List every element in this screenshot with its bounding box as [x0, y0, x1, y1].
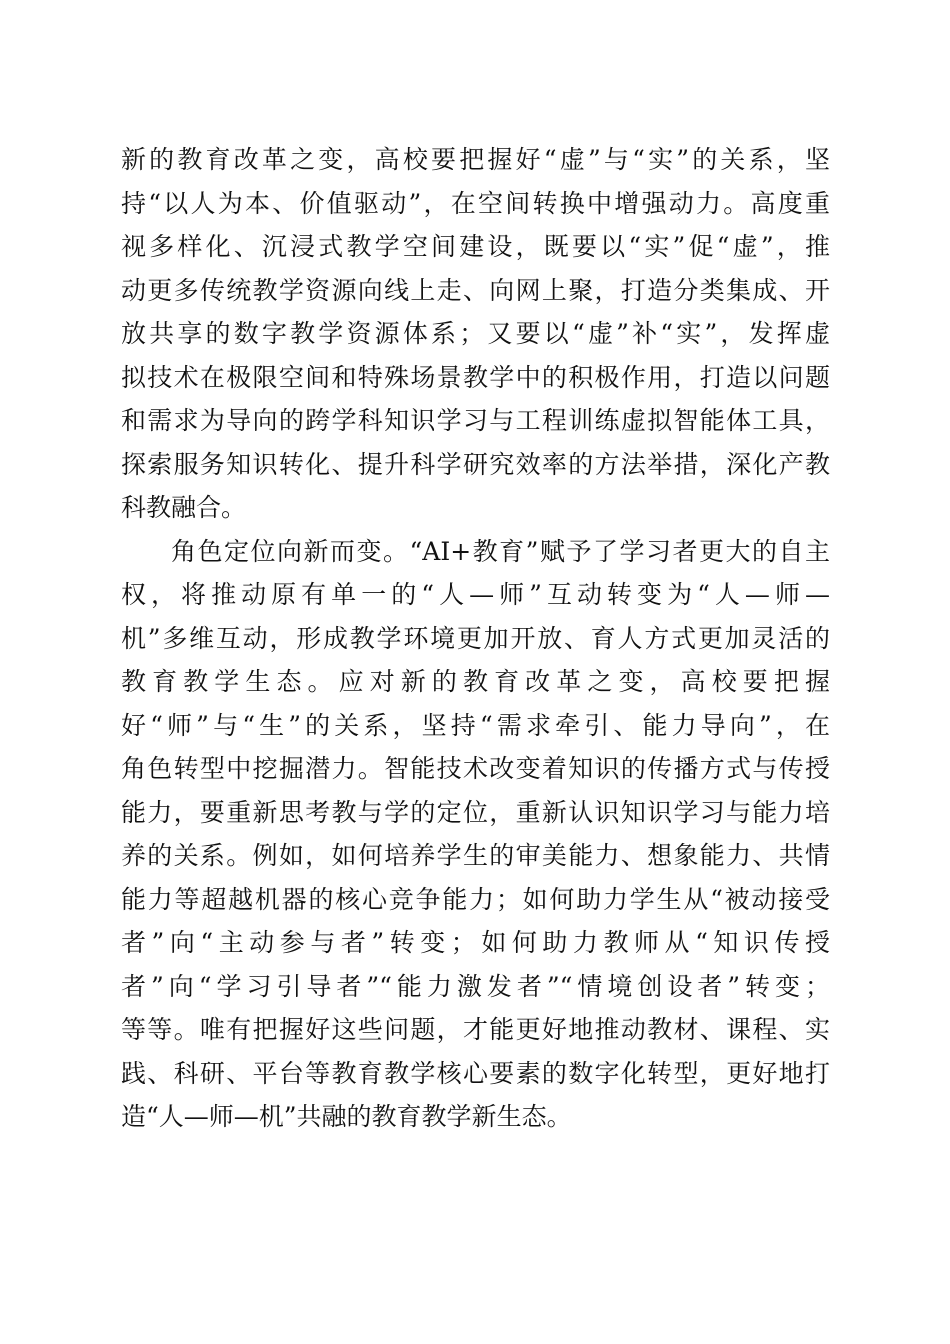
- paragraph-line: 角色转型中挖掘潜力。智能技术改变着知识的传播方式与传授: [121, 754, 830, 783]
- paragraph-line: 科教融合。: [121, 493, 247, 522]
- paragraph-line: 和需求为导向的跨学科知识学习与工程训练虚拟智能体工具，: [121, 406, 830, 435]
- paragraph-line: 持“以人为本、价值驱动”，在空间转换中增强动力。高度重: [121, 188, 830, 218]
- paragraph-2: [121, 530, 830, 1139]
- paragraph-line: 教育教学生态。应对新的教育改革之变，高校要把握: [121, 667, 830, 696]
- paragraph-line: 好“师”与“生”的关系，坚持“需求牵引、能力导向”，在: [121, 710, 830, 740]
- paragraph-line: 角色定位向新而变。“AI+教育”赋予了学习者更大的自主: [171, 536, 830, 566]
- paragraph-line: 者”向“学习引导者”“能力激发者”“情境创设者”转变；: [121, 971, 830, 1001]
- paragraph-line: 视多样化、沉浸式教学空间建设，既要以“实”促“虚”，推: [121, 232, 830, 261]
- paragraph-line: 放共享的数字教学资源体系；又要以“虚”补“实”，发挥虚: [121, 319, 830, 348]
- paragraph-line: 造“人—师—机”共融的教育教学新生态。: [121, 1102, 572, 1131]
- paragraph-line: 等等。唯有把握好这些问题，才能更好地推动教材、课程、实: [121, 1015, 830, 1044]
- paragraph-1: [121, 138, 830, 530]
- paragraph-line: 能力等超越机器的核心竞争能力；如何助力学生从“被动接受: [121, 884, 830, 914]
- article-body: [121, 138, 830, 1139]
- paragraph-line: 者”向“主动参与者”转变；如何助力教师从“知识传授: [121, 928, 830, 957]
- paragraph-line: 践、科研、平台等教育教学核心要素的数字化转型，更好地打: [121, 1058, 830, 1088]
- paragraph-line: 探索服务知识转化、提升科学研究效率的方法举措，深化产教: [121, 449, 830, 479]
- paragraph-line: 拟技术在极限空间和特殊场景教学中的积极作用，打造以问题: [121, 362, 830, 392]
- paragraph-line: 动更多传统教学资源向线上走、向网上聚，打造分类集成、开: [121, 275, 830, 305]
- paragraph-line: 能力，要重新思考教与学的定位，重新认识知识学习与能力培: [121, 797, 830, 827]
- paragraph-line: 权，将推动原有单一的“人—师”互动转变为“人—师—: [121, 580, 830, 609]
- paragraph-line: 养的关系。例如，如何培养学生的审美能力、想象能力、共情: [121, 841, 830, 870]
- paragraph-line: 机”多维互动，形成教学环境更加开放、育人方式更加灵活的: [121, 623, 830, 653]
- paragraph-line: 新的教育改革之变，高校要把握好“虚”与“实”的关系，坚: [121, 145, 830, 174]
